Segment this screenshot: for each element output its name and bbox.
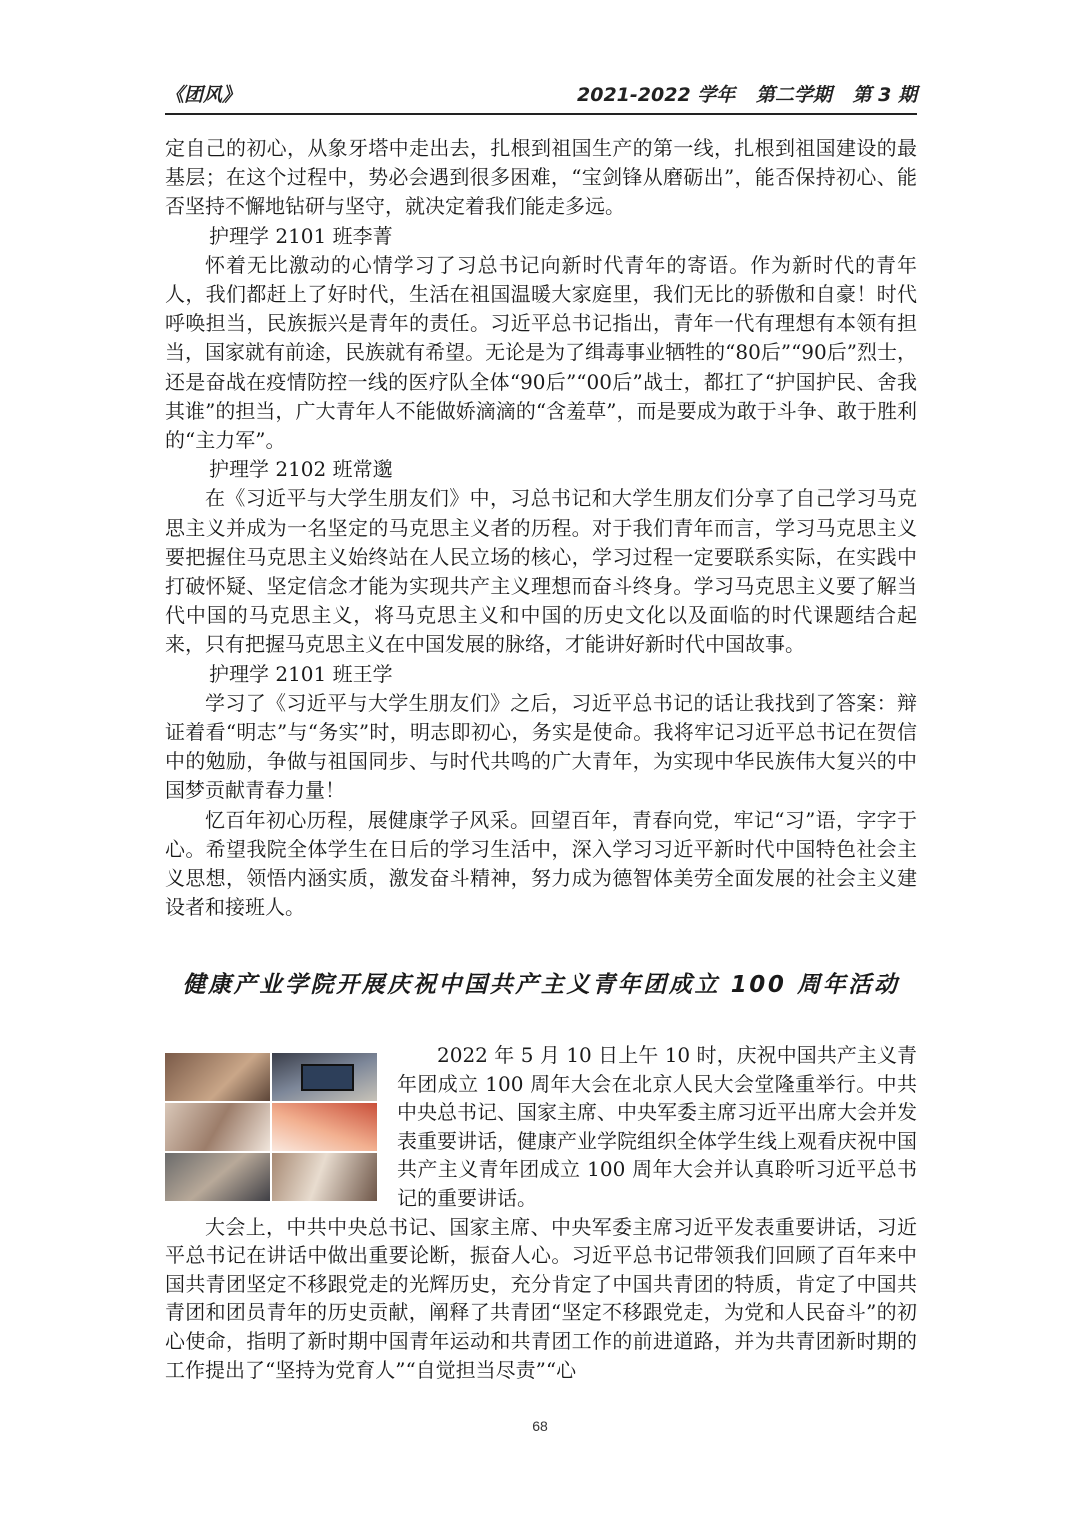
- article-title: 健康产业学院开展庆祝中国共产主义青年团成立 100 周年活动: [182, 972, 900, 998]
- photo-tile: [272, 1153, 377, 1201]
- paragraph: 学习了《习近平与大学生朋友们》之后，习近平总书记的话让我找到了答案：辩证着看“明志”与“务实”时，明志即初心，务实是使命。我将牢记习近平总书记在贺信中的勉励，争做与祖国同步、与时代共鸣的广大青年，为实现中华民族伟大复兴的中国梦贡献青春力量！: [165, 690, 917, 803]
- paragraph: 定自己的初心，从象牙塔中走出去，扎根到祖国生产的第一线，扎根到祖国建设的最基层；在这个过程中，势必会遇到很多困难，“宝剑锋从磨砺出”，能否保持初心、能否坚持不懈地钻研与坚守，就决定着我们能走多远。: [165, 136, 917, 219]
- header-rule: [165, 113, 917, 115]
- paragraph: 怀着无比激动的心情学习了习总书记向新时代青年的寄语。作为新时代的青年人，我们都赶上了好时代，生活在祖国温暖大家庭里，我们无比的骄傲和自豪！时代呼唤担当，民族振兴是青年的责任。习近平总书记指出，青年一代有理想有本领有担当，国家就有前途，民族就有希望。无论是为了缉毒事业牺牲的“80后”“90后”烈士，还是奋战在疫情防控一线的医疗队全体“90后”“00后”战士，都扛了“护国护民、舍我其谁”的担当，广大青年人不能做娇滴滴的“含羞草”，而是要成为敢于斗争、敢于胜利的“主力军”。: [165, 252, 917, 453]
- photo-tile: [165, 1053, 270, 1101]
- photo-tile: [165, 1103, 270, 1151]
- author-signature: 护理学 2101 班李菁: [209, 223, 393, 248]
- paragraph: 忆百年初心历程，展健康学子风采。回望百年，青春向党，牢记“习”语，字字于心。希望我院全体学生在日后的学习生活中，深入学习习近平新时代中国特色社会主义思想，领悟内涵实质，激发奋斗精神，努力成为德智体美劳全面发展的社会主义建设者和接班人。: [165, 807, 917, 920]
- school-year: 2021-2022 学年: [577, 84, 736, 106]
- issue-number: 第 3 期: [852, 84, 917, 106]
- event-photo-collage: [165, 1053, 377, 1201]
- author-signature: 护理学 2101 班王学: [209, 661, 393, 686]
- paragraph: 在《习近平与大学生朋友们》中，习总书记和大学生朋友们分享了自己学习马克思主义并成为一名坚定的马克思主义者的历程。对于我们青年而言，学习马克思主义要把握住马克思主义始终站在人民立场的核心，学习过程一定要联系实际，在实践中打破怀疑、坚定信念才能为实现共产主义理想而奋斗终身。学习马克思主义要了解当代中国的马克思主义，将马克思主义和中国的历史文化以及面临的时代课题结合起来，只有把握马克思主义在中国发展的脉络，才能讲好新时代中国故事。: [165, 486, 917, 657]
- paragraph: 2022 年 5 月 10 日上午 10 时，庆祝中国共产主义青年团成立 100 周年大会在北京人民大会堂隆重举行。中共中央总书记、国家主席、中央军委主席习近平出席大会并发表重要讲话，健康产业学院组织全体学生线上观看庆祝中国共产主义青年团成立 100 周年大会并认真聆听习近平总书记的重要讲话。: [397, 1043, 917, 1210]
- issue-info: [563, 80, 917, 107]
- photo-tile: [272, 1103, 377, 1151]
- photo-tile: [272, 1053, 377, 1101]
- term: 第二学期: [755, 84, 832, 106]
- page-number: 68: [532, 1418, 548, 1434]
- page-header: [165, 78, 917, 108]
- laptop-screen-icon: [301, 1064, 353, 1091]
- photo-tile: [165, 1153, 270, 1201]
- reflections-section: [165, 134, 917, 922]
- journal-name: 《团风》: [165, 84, 242, 106]
- paragraph: 大会上，中共中央总书记、国家主席、中央军委主席习近平发表重要讲话，习近平总书记在讲话中做出重要论断，振奋人心。习近平总书记带领我们回顾了百年来中国共青团坚定不移跟党走的光辉历史，充分肯定了中国共青团的特质，肯定了中国共青团和团员青年的历史贡献，阐释了共青团“坚定不移跟党走，为党和人民奋斗”的初心使命，指明了新时期中国青年运动和共青团工作的前进道路，并为共青团新时期的工作提出了“坚持为党育人”“自觉担当尽责”“心: [165, 1214, 917, 1382]
- author-signature: 护理学 2102 班常邈: [209, 457, 393, 482]
- article-body: [165, 1041, 917, 1384]
